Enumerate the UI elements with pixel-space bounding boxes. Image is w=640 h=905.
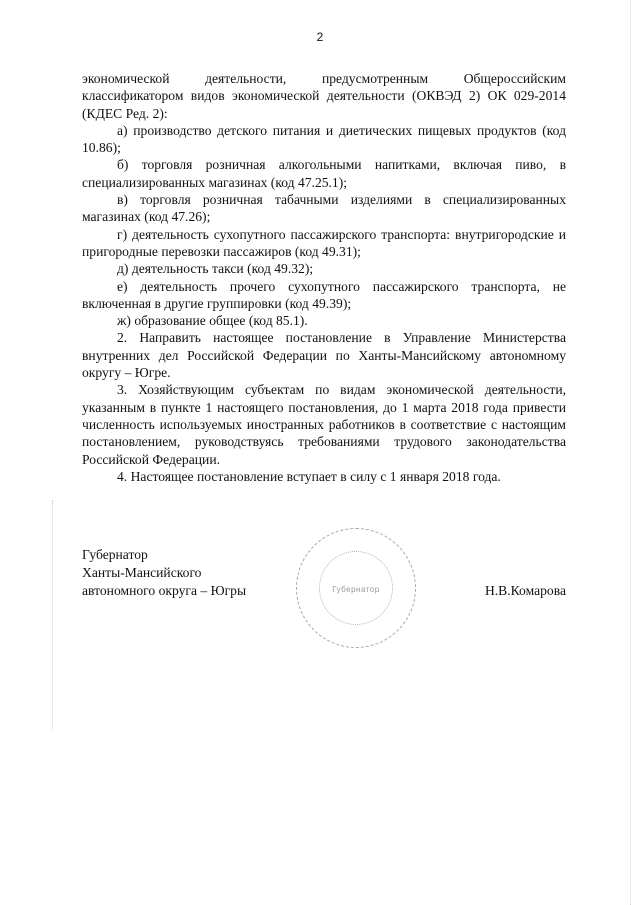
clause-4: 4. Настоящее постановление вступает в силу с 1 января 2018 года. xyxy=(117,468,501,484)
page-number: 2 xyxy=(316,30,324,44)
list-item-g: г) деятельность сухопутного пассажирского транспорта: внутригородские и пригородные перевозки пассажиров (код 49.31); xyxy=(82,226,566,259)
clause-3: 3. Хозяйствующим субъектам по видам экономической деятельности, указанным в пункте 1 настоящего постановления, до 1 марта 2018 года привести численность используемых иностранных работников в соответствие с настоящим постановлением, руководствуясь требованиями трудового законодательства Российской Федерации. xyxy=(82,382,566,467)
scan-edge-right xyxy=(630,0,632,905)
signatory-title xyxy=(82,546,302,600)
official-stamp xyxy=(296,528,416,648)
list-item-b: б) торговля розничная алкогольными напитками, включая пиво, в специализированных магазинах (код 47.25.1); xyxy=(82,157,566,190)
list-item-e: е) деятельность прочего сухопутного пассажирского транспорта, не включенная в другие группировки (код 49.39); xyxy=(82,278,566,311)
signatory-title-line2: Ханты-Мансийского xyxy=(82,565,202,580)
clause-2: 2. Направить настоящее постановление в Управление Министерства внутренних дел Российской Федерации по Ханты-Мансийскому автономному округу – Югре. xyxy=(82,330,566,381)
list-item-v: в) торговля розничная табачными изделиями в специализированных магазинах (код 47.26); xyxy=(82,192,566,225)
list-item-zh: ж) образование общее (код 85.1). xyxy=(117,313,308,329)
list-item-a: а) производство детского питания и диетических пищевых продуктов (код 10.86); xyxy=(82,122,566,156)
paragraph-intro: экономической деятельности, предусмотренным Общероссийским классификатором видов экономической деятельности (ОКВЭД 2) ОК 029-2014 (КДЕС Ред. 2): xyxy=(82,71,566,121)
stamp-text: Губернатор xyxy=(332,585,380,594)
list-item-d: д) деятельность такси (код 49.32); xyxy=(117,261,314,277)
signatory-name: Н.В.Комарова xyxy=(484,583,566,598)
scan-edge-left xyxy=(52,500,54,730)
signatory-title-line3: автономного округа – Югры xyxy=(82,583,247,598)
signatory-title-line1: Губернатор xyxy=(82,547,148,562)
document-body xyxy=(82,70,566,485)
